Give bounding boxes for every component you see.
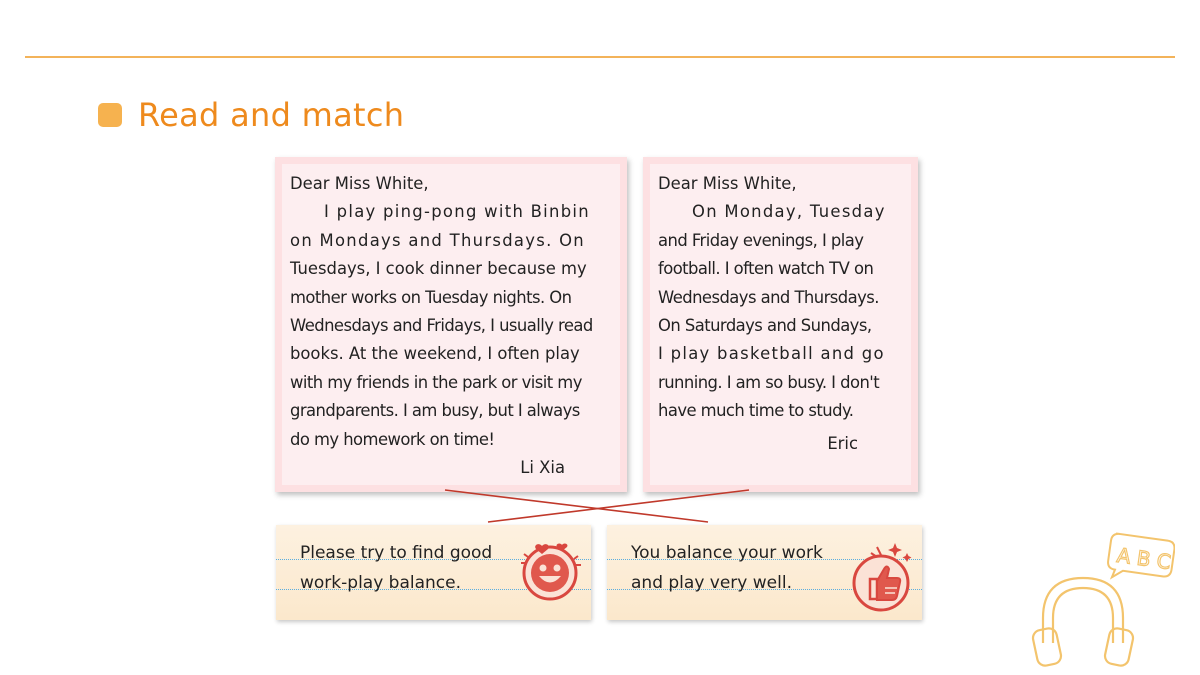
letter-line: grandparents. I am busy, but I always (290, 401, 580, 421)
letter-line: Wednesdays and Thursdays. (658, 287, 879, 307)
letter-line: I play ping-pong with Binbin (324, 202, 590, 222)
note-text (300, 538, 492, 598)
letter-line: On Monday, Tuesday (692, 202, 886, 222)
letter-line: books. At the weekend, I often play (290, 344, 580, 364)
letter-line: football. I often watch TV on (658, 259, 874, 279)
note-line: You balance your work (631, 543, 823, 563)
response-note-2 (607, 525, 922, 620)
letter-line: on Mondays and Thursdays. On (290, 230, 585, 250)
thumbs-up-stamp-icon (845, 533, 917, 613)
letter-signature: Li Xia (520, 458, 565, 478)
speech-bubble-icon (1106, 533, 1175, 585)
letter-line: Tuesdays, I cook dinner because my (290, 259, 587, 279)
letter-greeting: Dear Miss White, (290, 174, 429, 193)
letter-line: and Friday evenings, I play (658, 230, 864, 250)
match-line-li-xia (445, 490, 708, 522)
letter-line: do my homework on time! (290, 429, 495, 449)
headphones-icon (1032, 578, 1135, 667)
note-text (631, 538, 823, 598)
headphones-abc-decoration (1025, 525, 1175, 670)
letter-line: On Saturdays and Sundays, (658, 316, 872, 336)
smiley-face-stamp-icon (518, 537, 584, 603)
letter-line: with my friends in the park or visit my (290, 372, 582, 392)
note-line: Please try to find good (300, 543, 493, 563)
note-line: work-play balance. (300, 573, 462, 593)
letter-line: Wednesdays and Fridays, I usually read (290, 316, 593, 336)
response-note-1 (276, 525, 591, 620)
letter-greeting: Dear Miss White, (658, 174, 797, 193)
letter-signature: Eric (827, 433, 858, 453)
section-title: Read and match (138, 96, 405, 134)
match-line-eric (488, 490, 749, 522)
note-line: and play very well. (631, 573, 792, 593)
letter-line: mother works on Tuesday nights. On (290, 287, 572, 307)
letter-line: I play basketball and go (658, 344, 885, 364)
abc-text: A B C (1115, 542, 1173, 575)
letter-line: running. I am so busy. I don't (658, 372, 880, 392)
letter-line: have much time to study. (658, 401, 854, 421)
